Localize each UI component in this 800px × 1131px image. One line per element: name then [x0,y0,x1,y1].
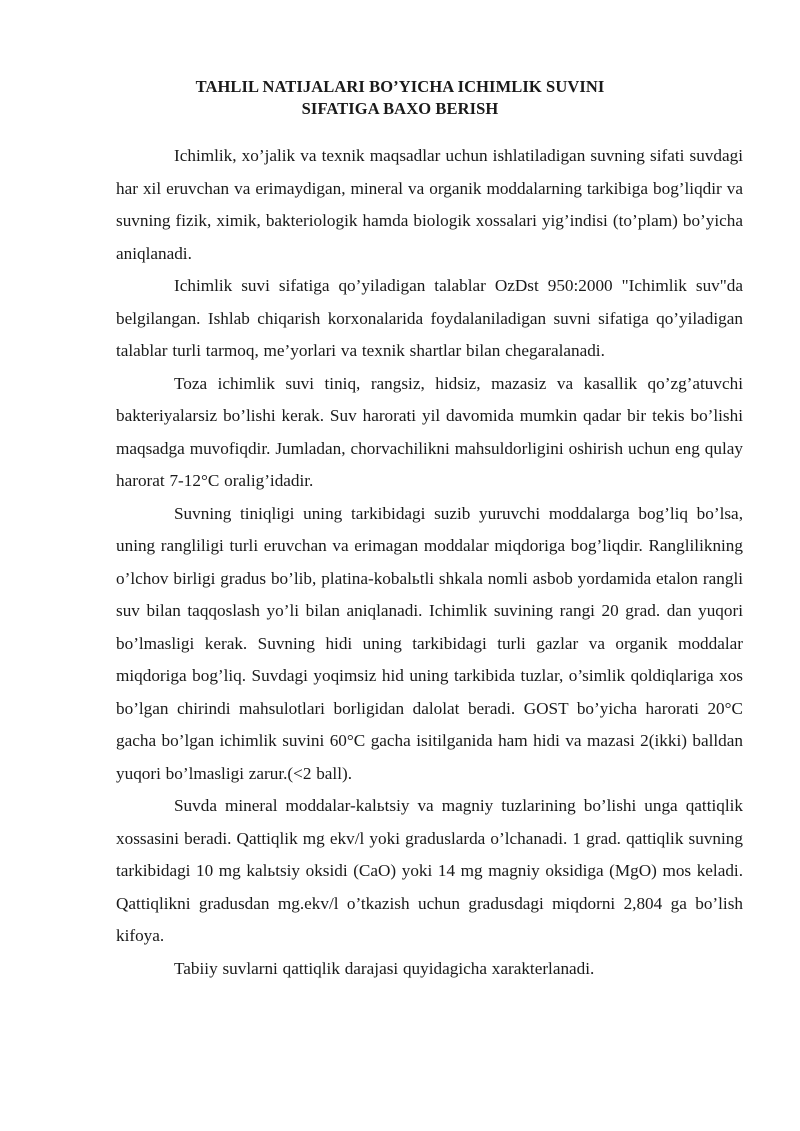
document-title [110,76,690,120]
title-line-2: SIFATIGA BAXO BERISH [301,99,499,118]
paragraph-hardness-levels: Tabiiy suvlarni qattiqlik darajasi quyidagicha xarakterlanadi. [174,958,595,978]
paragraph-clean-water: Toza ichimlik suvi tiniq, rangsiz, hidsiz, mazasiz va kasallik qo’zg’atuvchi bakteriyalarsiz bo’lishi kerak. Suv harorati yil davomida mumkin qadar bir tekis bo’lishi maqsadga muvofiqdir. Jumladan, chorvachilikni mahsuldorligini oshirish uchun eng qulay harorat 7-12°C oralig’idadir. [116,373,743,490]
paragraph-hardness: Suvda mineral moddalar-kalьtsiy va magniy tuzlarining bo’lishi unga qattiqlik xossasini beradi. Qattiqlik mg ekv/l yoki graduslarda o’lchanadi. 1 grad. qattiqlik suvning tarkibidagi 10 mg kalьtsiy oksidi (CaO) yoki 14 mg magniy oksidiga (MgO) mos keladi. Qattiqlikni gradusdan mg.ekv/l o’tkazish uchun gradusdagi miqdorni 2,804 ga bo’lish kifoya. [116,796,743,945]
paragraph-clarity-color-odor: Suvning tiniqligi uning tarkibidagi suzib yuruvchi moddalarga bog’liq bo’lsa, uning rangliligi turli eruvchan va erimagan moddalar miqdoriga bog’liqdir. Ranglilikning o’lchov birligi gradus bo’lib, platina-kobalьtli shkala nomli asbob yordamida etalon rangli suv bilan taqqoslash yo’li bilan aniqlanadi. Ichimlik suvining rangi 20 grad. dan yuqori bo’lmasligi kerak. Suvning hidi uning tarkibidagi turli gazlar va organik moddalar miqdoriga bog’liq. Suvdagi yoqimsiz hid uning tarkibida tuzlar, o’simlik qoldiqlariga xos bo’lgan chirindi mahsulotlari borligidan dalolat beradi. GOST bo’yicha harorati 20°C gacha bo’lgan ichimlik suvini 60°C gacha isitilganida ham hidi va mazasi 2(ikki) balldan yuqori bo’lmasligi zarur.(<2 ball). [116,503,743,783]
document-body [116,140,743,985]
paragraph-standards: Ichimlik suvi sifatiga qo’yiladigan talablar OzDst 950:2000 "Ichimlik suv"da belgilangan. Ishlab chiqarish korxonalarida foydalaniladigan suvni sifatiga qo’yiladigan talablar turli tarmoq, me’yorlari va texnik shartlar bilan chegaralanadi. [116,276,743,360]
title-line-1: TAHLIL NATIJALARI BO’YICHA ICHIMLIK SUVINI [195,77,605,96]
paragraph-composition: Ichimlik, xo’jalik va texnik maqsadlar uchun ishlatiladigan suvning sifati suvdagi har xil eruvchan va erimaydigan, mineral va organik moddalarning tarkibiga bog’liqdir va suvning fizik, ximik, bakteriologik hamda biologik xossalari yig’indisi (to’plam) bo’yicha aniqlanadi. [116,146,743,263]
